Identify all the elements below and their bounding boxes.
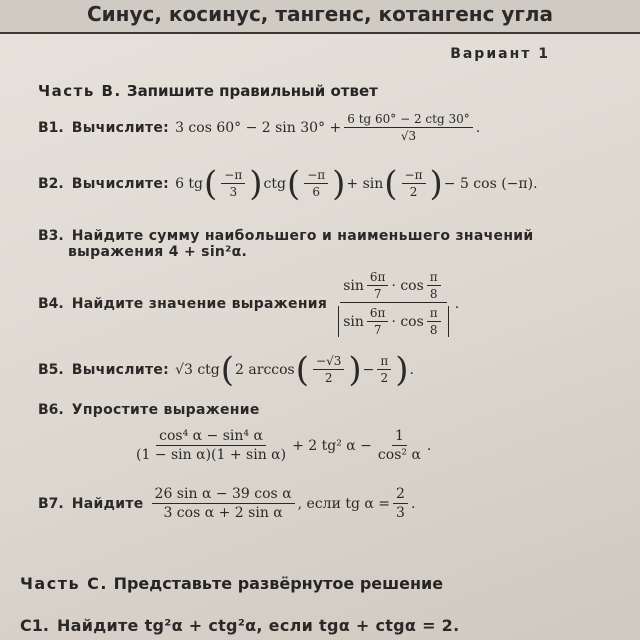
- fraction-numerator: 6 tg 60° − 2 ctg 30°: [344, 112, 472, 128]
- paren-open: (: [204, 163, 218, 204]
- fraction: [304, 168, 328, 199]
- fraction-numerator: 2: [393, 486, 408, 504]
- fraction-denominator: 8: [429, 323, 438, 337]
- fraction: [427, 306, 441, 337]
- part-b-heading: [38, 82, 378, 100]
- expression-part: + 2 tg² α −: [292, 437, 372, 454]
- task-b2: [38, 163, 538, 204]
- fraction-numerator: 1: [392, 428, 407, 446]
- part-c-instruction: Представьте развёрнутое решение: [113, 574, 444, 593]
- page-title: Синус, косинус, тангенс, котангенс угла: [86, 2, 554, 26]
- expression-part: ctg: [263, 175, 286, 192]
- fraction: [335, 270, 451, 337]
- fraction-numerator: −√3: [313, 354, 344, 370]
- fraction-numerator: π: [427, 306, 441, 322]
- fraction: [402, 168, 426, 199]
- fraction-denominator: 3: [396, 505, 405, 521]
- task-c1: [20, 616, 459, 635]
- fraction: [313, 354, 344, 385]
- sin-label: sin: [343, 313, 364, 330]
- fraction-denominator: (1 − sin α)(1 + sin α): [136, 447, 287, 463]
- task-text: Найдите: [71, 495, 144, 512]
- variant-label: Вариант 1: [450, 46, 550, 62]
- paren-open: (: [384, 163, 398, 204]
- task-text: Найдите tg²α + ctg²α, если tgα + ctgα = 2.: [56, 616, 460, 635]
- fraction-denominator: 7: [373, 287, 382, 301]
- expression-end: .: [410, 495, 416, 512]
- paren-open: (: [295, 349, 310, 390]
- part-c-heading: [20, 574, 443, 593]
- header-bar: [0, 0, 640, 34]
- expression-end: .: [409, 361, 414, 378]
- fraction-denominator: 2: [380, 371, 389, 385]
- task-text: Найдите значение выражения: [71, 295, 328, 312]
- cos-label: · cos: [391, 277, 424, 294]
- fraction-denominator: 6: [312, 185, 320, 199]
- task-b7: [38, 486, 415, 521]
- fraction: [221, 168, 245, 199]
- fraction: [133, 428, 289, 463]
- absolute-value: [338, 306, 448, 337]
- fraction-numerator: −π: [402, 168, 426, 184]
- fraction-numerator: −π: [304, 168, 328, 184]
- fraction: [344, 112, 472, 143]
- fraction-numerator: π: [427, 270, 441, 286]
- task-b1: [38, 112, 480, 143]
- paren-close: ): [348, 349, 362, 390]
- task-b6-heading: [38, 402, 260, 418]
- task-number: B1.: [38, 119, 64, 136]
- task-b4: [38, 270, 459, 337]
- fraction-denominator: 8: [429, 287, 438, 301]
- task-text-line1: Найдите сумму наибольшего и наименьшего значений: [71, 228, 534, 244]
- fraction-numerator: cos⁴ α − sin⁴ α: [156, 428, 266, 446]
- fraction-denominator: 2: [409, 185, 418, 199]
- fraction-denominator: 7: [373, 323, 382, 337]
- expression-end: .: [426, 437, 432, 454]
- task-expression: 3 cos 60° − 2 sin 30° +: [175, 119, 342, 136]
- task-number: B5.: [38, 361, 64, 378]
- paren-close: ): [249, 163, 263, 204]
- fraction: [367, 270, 389, 301]
- expression-part: − 5 cos (−π).: [443, 175, 538, 192]
- task-number: B2.: [38, 175, 64, 192]
- paren-close: ): [429, 163, 443, 204]
- fraction-denominator: 3 cos α + 2 sin α: [163, 505, 283, 521]
- expression-end: .: [454, 295, 460, 312]
- paren-close: ): [332, 163, 346, 204]
- fraction-denominator: [335, 303, 451, 337]
- fraction-numerator: 6π: [367, 270, 389, 286]
- task-text-line2: выражения 4 + sin²α.: [68, 244, 248, 260]
- expression-part: √3 ctg: [175, 361, 220, 378]
- task-b5: [38, 349, 414, 390]
- task-number: B4.: [38, 295, 64, 312]
- fraction: [377, 354, 391, 385]
- cos-label: · cos: [391, 313, 424, 330]
- expression-part: + sin: [346, 175, 384, 192]
- paren-open: (: [220, 349, 235, 390]
- expression-part: 2 arccos: [235, 361, 295, 378]
- task-text: Упростите выражение: [71, 402, 260, 418]
- fraction: [367, 306, 389, 337]
- sin-label: sin: [343, 277, 364, 294]
- fraction-numerator: 6π: [367, 306, 389, 322]
- task-text: Вычислите:: [71, 361, 170, 378]
- task-number: C1.: [20, 616, 49, 635]
- fraction-numerator: [340, 270, 446, 303]
- task-b3: [38, 228, 534, 260]
- task-number: B7.: [38, 495, 64, 512]
- task-text: Вычислите:: [71, 175, 170, 192]
- fraction: [427, 270, 441, 301]
- task-number: B3.: [38, 228, 64, 244]
- condition-text: , если tg α =: [297, 495, 391, 512]
- fraction-denominator: √3: [400, 129, 417, 143]
- expression-end: .: [475, 119, 481, 136]
- task-number: B6.: [38, 402, 64, 418]
- fraction-numerator: −π: [221, 168, 245, 184]
- fraction-denominator: cos² α: [377, 447, 421, 463]
- task-text: Вычислите:: [71, 119, 170, 136]
- paren-open: (: [286, 163, 301, 204]
- expression-part: 6 tg: [175, 175, 204, 192]
- part-b-label: Часть В.: [38, 82, 122, 100]
- fraction: [393, 486, 408, 521]
- minus-sign: −: [362, 361, 375, 378]
- paren-close: ): [395, 349, 409, 390]
- task-b6-expression: [130, 428, 431, 463]
- fraction: [152, 486, 295, 521]
- fraction-numerator: π: [377, 354, 391, 370]
- part-c-label: Часть С.: [20, 574, 108, 593]
- fraction: [375, 428, 424, 463]
- fraction-numerator: 26 sin α − 39 cos α: [152, 486, 295, 504]
- part-b-instruction: Запишите правильный ответ: [126, 82, 378, 100]
- fraction-denominator: 3: [229, 185, 238, 199]
- fraction-denominator: 2: [324, 371, 333, 385]
